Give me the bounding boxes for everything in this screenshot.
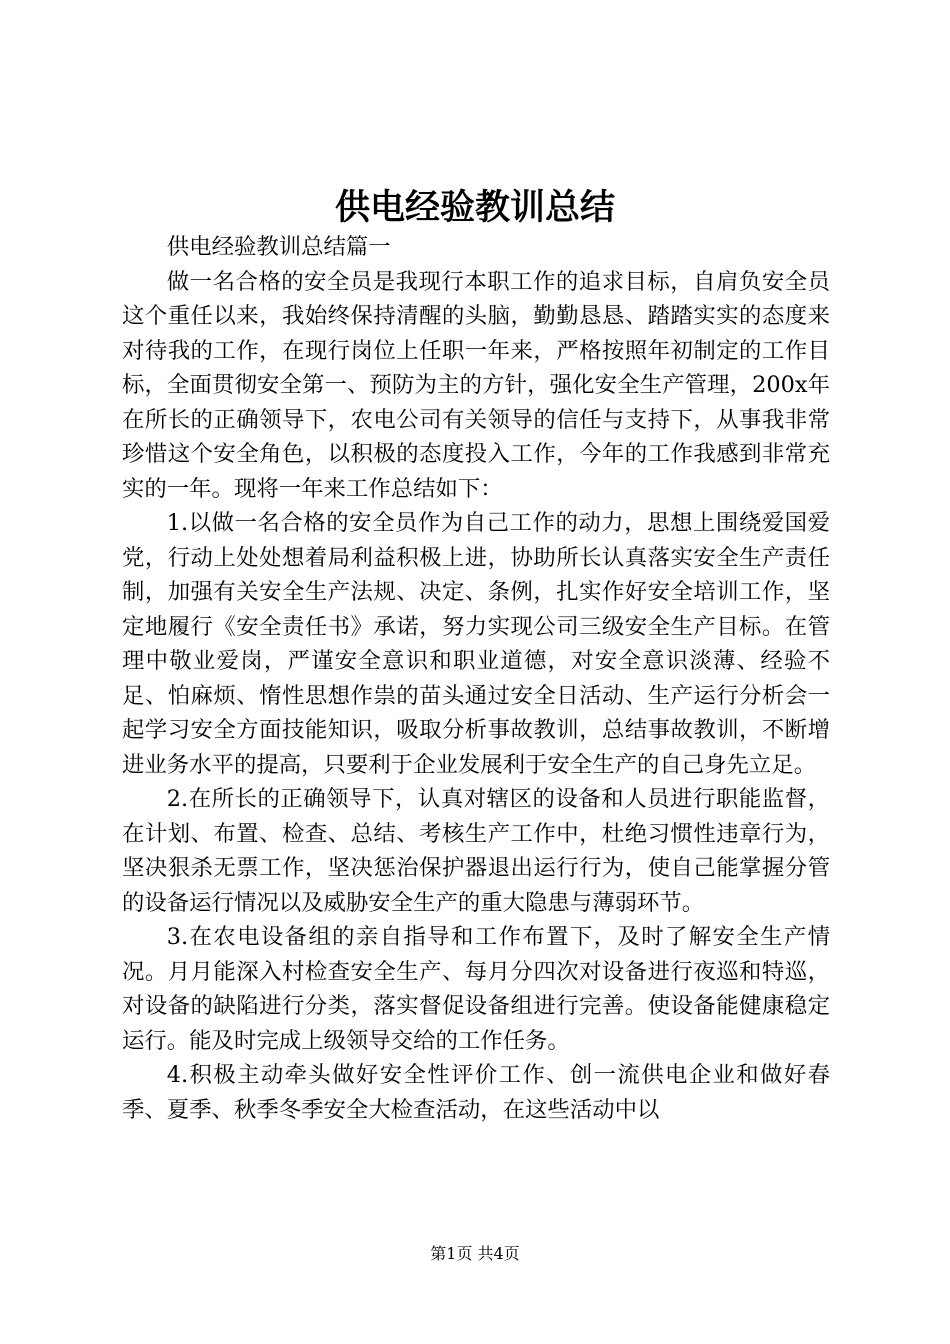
paragraph-item-4: 4.积极主动牵头做好安全性评价工作、创一流供电企业和做好春季、夏季、秋季冬季安全大检查活动，在这些活动中以: [122, 1062, 830, 1123]
paragraph-intro: 做一名合格的安全员是我现行本职工作的追求目标，自肩负安全员这个重任以来，我始终保持清醒的头脑，勤勤恳恳、踏踏实实的态度来对待我的工作，在现行岗位上任职一年来，严格按照年初制定的工作目标，全面贯彻安全第一、预防为主的方针，强化安全生产管理，200x年在所长的正确领导下，农电公司有关领导的信任与支持下，从事我非常珍惜这个安全角色，以积极的态度投入工作，今年的工作我感到非常充实的一年。现将一年来工作总结如下：: [122, 268, 830, 502]
section-heading: 供电经验教训总结篇一: [166, 234, 391, 260]
document-title: 供电经验教训总结: [334, 188, 615, 228]
document-body: [122, 230, 830, 1127]
paragraph-item-1: 1.以做一名合格的安全员作为自己工作的动力，思想上围绕爱国爱党，行动上处处想着局利益积极上进，协助所长认真落实安全生产责任制，加强有关安全生产法规、决定、条例，扎实作好安全培训工作，坚定地履行《安全责任书》承诺，努力实现公司三级安全生产目标。在管理中敬业爱岗，严谨安全意识和职业道德，对安全意识淡薄、经验不足、怕麻烦、惰性思想作祟的苗头通过安全日活动、生产运行分析会一起学习安全方面技能知识，吸取分析事故教训，总结事故教训，不断增进业务水平的提高，只要利于企业发展利于安全生产的自己身先立足。: [122, 510, 830, 778]
paragraph-item-2: 2.在所长的正确领导下，认真对辖区的设备和人员进行职能监督，在计划、布置、检查、总结、考核生产工作中，杜绝习惯性违章行为，坚决狠杀无票工作，坚决惩治保护器退出运行行为，使自己能掌握分管的设备运行情况以及威胁安全生产的重大隐患与薄弱环节。: [122, 786, 830, 916]
page-footer: 第1页 共4页: [430, 1244, 520, 1263]
paragraph-item-3: 3.在农电设备组的亲自指导和工作布置下，及时了解安全生产情况。月月能深入村检查安全生产、每月分四次对设备进行夜巡和特巡，对设备的缺陷进行分类，落实督促设备组进行完善。使设备能健康稳定运行。能及时完成上级领导交给的工作任务。: [122, 924, 830, 1054]
